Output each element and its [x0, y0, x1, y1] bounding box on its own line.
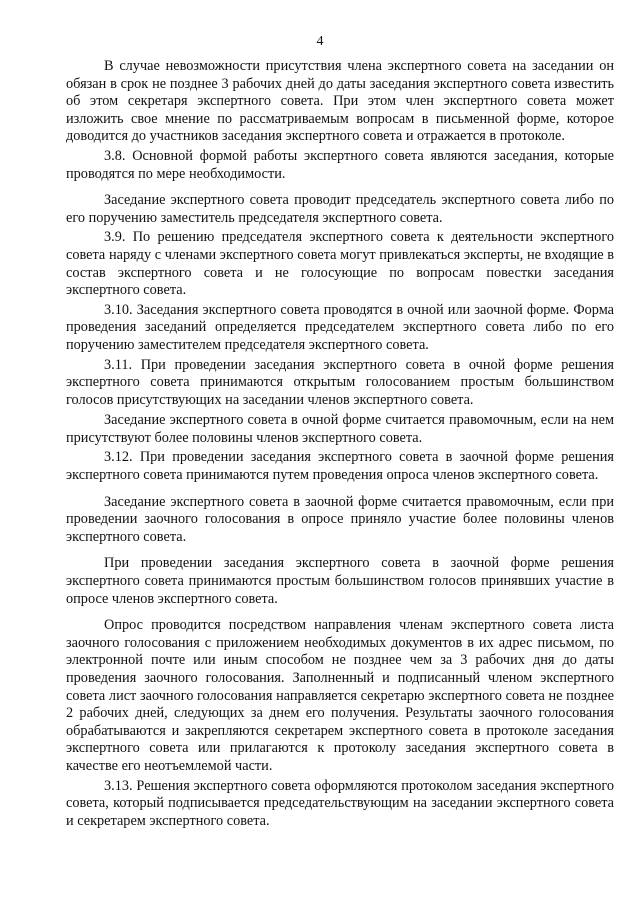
page-number: 4 — [316, 34, 324, 49]
paragraph-3-12: 3.12. При проведении заседания экспертного совета в заочной форме решения экспертного совета принимаются путем проведения опроса членов экспертного совета. — [66, 449, 614, 484]
paragraph-absentee-majority: При проведении заседания экспертного совета в заочной форме решения экспертного совета принимаются простым большинством голосов принявших участие в опросе членов экспертного совета. — [66, 555, 614, 607]
paragraph-3-10: 3.10. Заседания экспертного совета проводятся в очной или заочной форме. Форма проведения заседаний определяется председателем экспертного совета либо по его поручению заместителем председателя экспертного совета. — [66, 301, 614, 353]
paragraph-in-person-quorum: Заседание экспертного совета в очной форме считается правомочным, если на нем присутствуют более половины членов экспертного совета. — [66, 412, 614, 446]
paragraph-chair-conducts: Заседание экспертного совета проводит председатель экспертного совета либо по его поручению заместитель председателя экспертного совета. — [66, 192, 614, 226]
paragraph-3-8: 3.8. Основной формой работы экспертного совета являются заседания, которые проводятся по мере необходимости. — [66, 147, 614, 182]
document-body — [66, 58, 614, 830]
paragraph-survey-procedure: Опрос проводится посредством направления членам экспертного совета листа заочного голосования с приложением необходимых документов в их адрес письмом, по электронной почте или иным способом не позднее чем за 3 рабочих дня до даты проведения заочного голосования. Заполненный и подписанный членом экспертного совета лист заочного голосования направляется секретарю экспертного совета не позднее 2 рабочих дней, следующих за днем его получения. Результаты заочного голосования обрабатываются и закрепляются секретарем экспертного совета в протоколе заседания экспертного совета или прилагаются к протоколу заседания экспертного совета в качестве его неотъемлемой части. — [66, 617, 614, 774]
paragraph-absentee-quorum: Заседание экспертного совета в заочной форме считается правомочным, если при проведении заочного голосования в опросе приняло участие более половины членов экспертного совета. — [66, 493, 614, 545]
paragraph-absence-notice: В случае невозможности присутствия члена экспертного совета на заседании он обязан в срок не позднее 3 рабочих дней до даты заседания экспертного совета известить об этом секретаря экспертного совета. При этом член экспертного совета может изложить свое мнение по рассматриваемым вопросам в письменной форме, которое доводится до участников заседания экспертного совета и отражается в протоколе. — [66, 58, 614, 145]
paragraph-3-13: 3.13. Решения экспертного совета оформляются протоколом заседания экспертного совета, который подписывается председательствующим на заседании экспертного совета и секретарем экспертного совета. — [66, 777, 614, 829]
paragraph-3-9: 3.9. По решению председателя экспертного совета к деятельности экспертного совета наряду с членами экспертного совета могут привлекаться эксперты, не входящие в состав экспертного совета и не голосующие по вопросам повестки заседания экспертного совета. — [66, 229, 614, 299]
paragraph-3-11: 3.11. При проведении заседания экспертного совета в очной форме решения экспертного совета принимаются открытым голосованием простым большинством голосов присутствующих на заседании членов экспертного совета. — [66, 356, 614, 408]
